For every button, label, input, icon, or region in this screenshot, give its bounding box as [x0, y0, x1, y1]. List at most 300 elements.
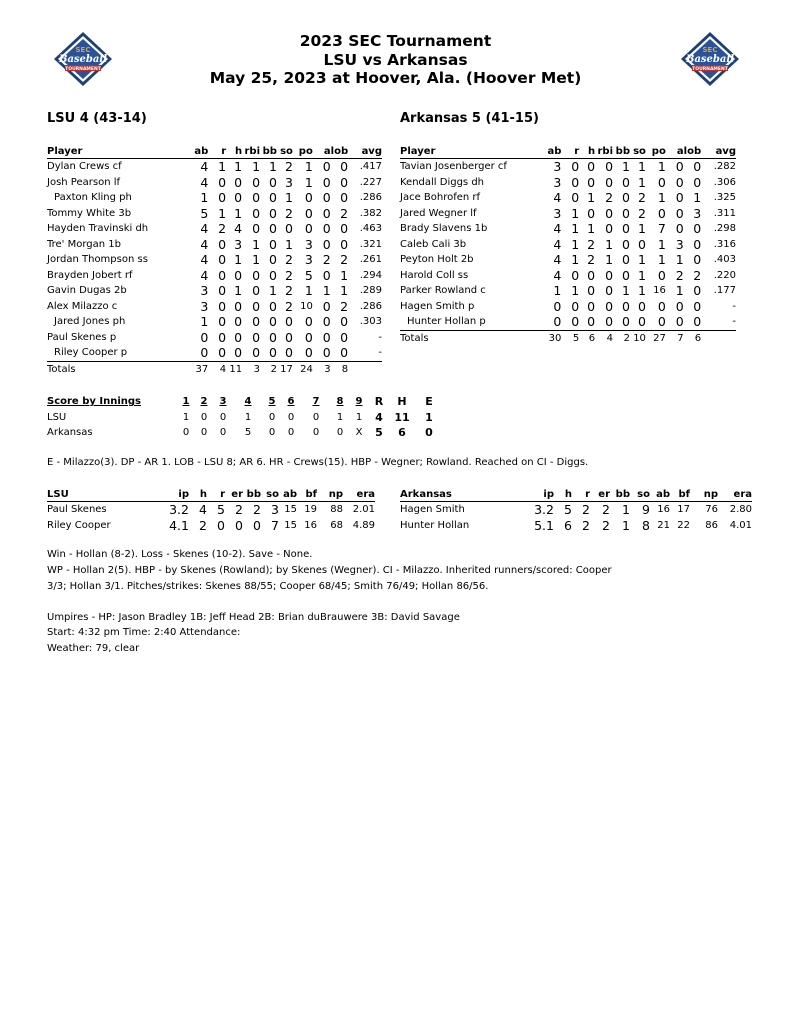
player-name: Tommy White 3b — [47, 207, 132, 219]
col-header-player: Player — [400, 145, 539, 159]
stat-so: 7 — [271, 517, 279, 533]
player-row — [400, 283, 736, 299]
stat-po: 1 — [657, 252, 666, 268]
col-header-er: er — [590, 488, 610, 502]
stat-rbi: 0 — [252, 267, 261, 283]
stat-bb: 0 — [269, 252, 277, 268]
col-header-rbi: rbi — [242, 145, 260, 159]
stat-bb: 2 — [253, 502, 261, 518]
stat-r: 1 — [218, 205, 227, 221]
player-row — [400, 314, 736, 330]
stat-rbi: 1 — [252, 236, 261, 252]
wp-hbp-line-1: WP - Hollan 2(5). HBP - by Skenes (Rowland); by Skenes (Wegner). CI - Milazzo. Inherited runners/scored: Cooper — [47, 565, 612, 576]
pitcher-row — [400, 502, 752, 518]
stat-so: 3 — [284, 174, 293, 190]
stat-lob: 0 — [693, 221, 702, 237]
player-name: Parker Rowland c — [400, 285, 486, 297]
lsu-batting-table — [47, 145, 382, 377]
col-header-r: r — [207, 488, 225, 502]
stat-er: 2 — [602, 502, 610, 518]
stat-ab: 1 — [553, 283, 562, 299]
stat-a: 0 — [322, 267, 331, 283]
player-name: Gavin Dugas 2b — [47, 285, 127, 297]
stat-po: 0 — [304, 205, 313, 221]
stat-lob: 2 — [693, 267, 702, 283]
stat-h: 0 — [226, 345, 242, 361]
stat-ab: 0 — [553, 298, 562, 314]
stat-po: 1 — [304, 283, 313, 299]
stat-avg: .220 — [713, 269, 736, 281]
stat-avg: .403 — [713, 254, 736, 266]
stat-lob: 0 — [340, 314, 349, 330]
stat-a: 3 — [675, 236, 684, 252]
total-bb: 2 — [623, 332, 630, 344]
stat-er: 0 — [235, 517, 243, 533]
total-lob: 6 — [694, 332, 702, 344]
stat-ip: 5.1 — [534, 517, 554, 533]
col-header-r: r — [561, 145, 579, 159]
stat-ab: 3 — [553, 205, 562, 221]
stat-po: 5 — [304, 267, 313, 283]
stat-po: 0 — [646, 314, 666, 330]
stat-bb: 1 — [269, 159, 277, 175]
stat-a: 0 — [675, 174, 684, 190]
col-header-so: so — [630, 488, 650, 502]
total-po: 27 — [653, 332, 666, 344]
inning-score: 0 — [312, 427, 320, 439]
stat-so: 1 — [284, 236, 293, 252]
col-header-bf: bf — [670, 488, 690, 502]
inning-score: 0 — [287, 427, 295, 439]
stat-ip: 4.1 — [169, 517, 189, 533]
stat-a: 1 — [322, 283, 331, 299]
total-rbi: 4 — [606, 332, 614, 344]
stat-ab: 3 — [553, 159, 562, 175]
stat-r: 0 — [218, 190, 227, 206]
player-row — [47, 159, 382, 175]
stat-avg: .289 — [359, 285, 382, 297]
stat-a: 0 — [675, 190, 684, 206]
stat-r: 1 — [571, 205, 580, 221]
stat-po: 3 — [304, 236, 313, 252]
stat-ab: 4 — [200, 221, 209, 237]
stat-ab: 16 — [657, 504, 670, 516]
stat-lob: 0 — [340, 190, 349, 206]
stat-r: 2 — [218, 221, 227, 237]
stat-lob: 1 — [693, 190, 702, 206]
stat-r: 1 — [571, 283, 580, 299]
stat-h: 0 — [587, 174, 596, 190]
pitcher-row — [47, 518, 375, 534]
player-row — [47, 190, 382, 206]
stat-r: 0 — [218, 298, 227, 314]
stat-ab: 21 — [657, 519, 670, 531]
header-matchup: LSU vs Arkansas — [323, 50, 468, 69]
logo-text-top: SEC — [702, 46, 718, 54]
stat-ab: 0 — [539, 314, 561, 330]
stat-so: 3 — [271, 502, 279, 518]
stat-r: 0 — [218, 314, 227, 330]
col-header-np: np — [690, 488, 718, 502]
col-header-h: h — [226, 145, 242, 159]
stat-ab: 4 — [200, 174, 209, 190]
inning-header-1: 1 — [182, 396, 190, 408]
inning-score: 5 — [244, 427, 252, 439]
stat-avg: .303 — [359, 316, 382, 328]
player-row — [400, 299, 736, 315]
stat-ip: 3.2 — [169, 502, 189, 518]
stat-rbi: 0 — [595, 314, 613, 330]
stat-rbi: 0 — [605, 267, 614, 283]
stat-a: 0 — [322, 314, 331, 330]
stat-r: 0 — [218, 329, 227, 345]
inning-score: 0 — [200, 427, 208, 439]
logo-text-mid: Baseball — [686, 54, 734, 65]
stat-so: 0 — [284, 314, 293, 330]
inning-score: 0 — [336, 427, 344, 439]
stat-ab: 3 — [553, 174, 562, 190]
inning-score: 1 — [425, 410, 433, 424]
stat-lob: 0 — [331, 345, 348, 361]
inning-header-h: H — [397, 395, 407, 409]
stat-rbi: 0 — [605, 283, 614, 299]
stat-po: 0 — [304, 190, 313, 206]
decisions: Win - Hollan (8-2). Loss - Skenes (10-2). Save - None. — [47, 549, 313, 560]
stat-avg: .311 — [713, 207, 736, 219]
total-ab: 30 — [548, 332, 562, 344]
stat-so: 8 — [642, 517, 650, 533]
stat-h: 0 — [587, 159, 596, 175]
stat-avg: .298 — [713, 223, 736, 235]
col-header-arkansas: Arkansas — [400, 488, 532, 502]
stat-ab: 0 — [200, 329, 209, 345]
stat-r: 2 — [582, 502, 590, 518]
total-so: 10 — [633, 332, 646, 344]
team-name: Arkansas — [47, 427, 93, 439]
stat-h: 0 — [234, 298, 243, 314]
stat-lob: 1 — [340, 283, 349, 299]
stat-lob: 2 — [340, 252, 349, 268]
stat-bf: 19 — [304, 504, 317, 516]
totals-label: Totals — [400, 332, 429, 344]
stat-so: 9 — [642, 502, 650, 518]
stat-r: 0 — [571, 159, 580, 175]
stat-h: 1 — [234, 159, 243, 175]
lsu-pitching-header — [47, 488, 375, 502]
arkansas-pitching-table — [400, 488, 752, 533]
stat-r: 1 — [218, 159, 227, 175]
total-ab: 37 — [195, 363, 209, 375]
stat-np: 76 — [705, 504, 718, 516]
col-header-avg: avg — [701, 145, 736, 159]
stat-po: 16 — [653, 285, 666, 297]
player-row — [47, 283, 382, 299]
stat-rbi: 0 — [252, 283, 261, 299]
stat-po: 1 — [304, 174, 313, 190]
stat-ab: 3 — [200, 298, 209, 314]
stat-bb: 0 — [269, 190, 277, 206]
stat-h: 1 — [234, 205, 243, 221]
stat-ab: 4 — [200, 236, 209, 252]
stat-avg: .325 — [713, 192, 736, 204]
inning-score: 1 — [336, 411, 344, 423]
stat-rbi: 0 — [252, 174, 261, 190]
stat-a: 0 — [322, 298, 331, 314]
logo-text-bot: TOURNAMENT — [692, 67, 728, 72]
stat-a: 0 — [675, 205, 684, 221]
stat-bb: 0 — [269, 205, 277, 221]
stat-bb: 0 — [622, 252, 630, 268]
stat-avg: .321 — [359, 238, 382, 250]
total-rbi: 3 — [253, 363, 261, 375]
lsu-team-heading: LSU 4 (43-14) — [47, 111, 147, 126]
stat-po: 1 — [657, 236, 666, 252]
stat-so: 2 — [284, 298, 293, 314]
stat-avg: .417 — [359, 161, 382, 173]
stat-rbi: 1 — [252, 252, 261, 268]
inning-score: 5 — [375, 426, 383, 440]
stat-rbi: 0 — [605, 298, 614, 314]
stat-bb: 0 — [622, 190, 630, 206]
player-name: Hagen Smith p — [400, 300, 475, 312]
total-r: 5 — [572, 332, 580, 344]
pitcher-name: Hagen Smith — [400, 504, 465, 516]
player-name: Jordan Thompson ss — [47, 254, 148, 266]
stat-bf: 17 — [677, 504, 690, 516]
total-r: 4 — [219, 363, 227, 375]
stat-bb: 0 — [622, 174, 630, 190]
stat-so: 1 — [637, 267, 646, 283]
team-name: LSU — [47, 411, 67, 423]
player-name: Riley Cooper p — [47, 345, 186, 361]
player-name: Brady Slavens 1b — [400, 223, 488, 235]
innings-row — [47, 410, 443, 426]
total-avg — [348, 361, 382, 377]
stat-rbi: 0 — [605, 205, 614, 221]
stat-rbi: 0 — [252, 205, 261, 221]
inning-header-6: 6 — [287, 396, 295, 408]
stat-a: 2 — [322, 252, 331, 268]
inning-header-2: 2 — [200, 396, 208, 408]
col-header-po: po — [293, 145, 313, 159]
stat-lob: 0 — [693, 252, 702, 268]
stat-rbi: 1 — [605, 252, 614, 268]
stat-ab: 4 — [553, 236, 562, 252]
stat-r: 0 — [571, 298, 580, 314]
stat-a: 0 — [322, 159, 331, 175]
stat-a: 0 — [322, 205, 331, 221]
stat-so: 2 — [284, 267, 293, 283]
stat-ab: 1 — [200, 190, 209, 206]
player-name: Josh Pearson lf — [47, 176, 121, 188]
total-h: 6 — [588, 332, 596, 344]
inning-score: 11 — [394, 410, 410, 424]
stat-ip: 3.2 — [534, 502, 554, 518]
innings-header — [47, 394, 443, 410]
inning-score: 0 — [200, 411, 208, 423]
stat-so: 2 — [284, 252, 293, 268]
player-name: Hayden Travinski dh — [47, 223, 149, 235]
stat-r: 0 — [218, 236, 227, 252]
stat-avg: .463 — [359, 223, 382, 235]
pitcher-name: Hunter Hollan — [400, 519, 470, 531]
stat-r: 0 — [218, 252, 227, 268]
col-header-so: so — [261, 488, 279, 502]
stat-lob: 0 — [340, 174, 349, 190]
stat-rbi: 0 — [252, 221, 261, 237]
stat-so: 0 — [630, 314, 646, 330]
stat-r: 0 — [571, 190, 580, 206]
col-header-avg: avg — [348, 145, 382, 159]
stat-so: 2 — [284, 159, 293, 175]
stat-bb: 1 — [622, 517, 630, 533]
stat-ab: 4 — [553, 252, 562, 268]
innings-title: Score by Innings — [47, 396, 141, 408]
player-row — [47, 252, 382, 268]
player-name: Brayden Jobert rf — [47, 269, 133, 281]
player-row — [400, 237, 736, 253]
stat-po: 0 — [304, 221, 313, 237]
header-tournament: 2023 SEC Tournament — [299, 32, 492, 50]
logo-text-mid: Baseball — [59, 54, 107, 65]
stat-lob: 2 — [340, 298, 349, 314]
col-header-rbi: rbi — [595, 145, 613, 159]
stat-rbi: 0 — [252, 329, 261, 345]
stat-a: 0 — [322, 190, 331, 206]
player-row — [47, 314, 382, 330]
stat-rbi: 1 — [605, 236, 614, 252]
stat-a: 0 — [322, 236, 331, 252]
stat-lob: 3 — [693, 205, 702, 221]
stat-so: 1 — [637, 221, 646, 237]
stat-avg: .382 — [359, 207, 382, 219]
stat-po: 0 — [304, 314, 313, 330]
stat-h: 0 — [234, 267, 243, 283]
col-header-h: h — [189, 488, 207, 502]
stat-h: 4 — [199, 502, 207, 518]
total-a: 7 — [677, 332, 684, 344]
player-row — [47, 221, 382, 237]
stat-bb: 1 — [622, 502, 630, 518]
stat-bb: 0 — [613, 314, 630, 330]
stat-lob: 0 — [693, 298, 702, 314]
col-header-r: r — [572, 488, 590, 502]
stat-rbi: 0 — [605, 174, 614, 190]
stat-ab: 4 — [200, 159, 209, 175]
col-header-ab: ab — [186, 145, 208, 159]
player-name: Jared Jones ph — [54, 316, 126, 328]
stat-h: 6 — [564, 517, 572, 533]
total-a: 3 — [324, 363, 331, 375]
stat-so: 0 — [284, 221, 293, 237]
stat-era: 2.80 — [729, 504, 752, 516]
stat-po: 0 — [657, 298, 666, 314]
player-name: Harold Coll ss — [400, 269, 469, 281]
stat-h: 2 — [199, 517, 207, 533]
player-row — [400, 268, 736, 284]
player-name: Kendall Diggs dh — [400, 176, 485, 188]
player-row — [400, 221, 736, 237]
stat-so: 1 — [637, 283, 646, 299]
col-header-bb: bb — [613, 145, 630, 159]
player-row — [47, 206, 382, 222]
player-row — [400, 159, 736, 175]
player-name: Jared Wegner lf — [400, 207, 477, 219]
stat-lob: 0 — [693, 283, 702, 299]
stat-a: 0 — [322, 174, 331, 190]
stat-bb: 0 — [260, 345, 277, 361]
stat-ab: 4 — [553, 267, 562, 283]
stat-po: 1 — [657, 190, 666, 206]
col-header-bb: bb — [243, 488, 261, 502]
stat-np: 88 — [330, 504, 343, 516]
arkansas-batting-header — [400, 145, 736, 159]
stat-ab: 3 — [200, 283, 209, 299]
stat-h: 0 — [587, 267, 596, 283]
stat-lob: 0 — [340, 221, 349, 237]
stat-era: 2.01 — [352, 504, 375, 516]
stat-ab: 4 — [200, 252, 209, 268]
stat-avg: .227 — [359, 176, 382, 188]
total-lob: 8 — [341, 363, 349, 375]
stat-h: 1 — [587, 221, 596, 237]
col-header-era: era — [343, 488, 375, 502]
stat-avg: - — [732, 300, 736, 312]
stat-a: 0 — [313, 345, 331, 361]
inning-header-r: R — [374, 395, 384, 409]
stat-era: 4.89 — [352, 519, 375, 531]
player-name: Tre' Morgan 1b — [47, 238, 121, 250]
player-name: Dylan Crews cf — [47, 161, 122, 173]
col-header-so: so — [277, 145, 293, 159]
total-h: 11 — [229, 363, 243, 375]
inning-score: 6 — [398, 426, 406, 440]
stat-bb: 0 — [622, 267, 630, 283]
inning-header-7: 7 — [312, 396, 320, 408]
player-row — [400, 206, 736, 222]
stat-h: 0 — [587, 283, 596, 299]
stat-a: 0 — [322, 221, 331, 237]
stat-r: 0 — [218, 283, 227, 299]
col-header-so: so — [630, 145, 646, 159]
inning-header-3: 3 — [219, 396, 227, 408]
col-header-r: r — [208, 145, 226, 159]
stat-r: 0 — [218, 267, 227, 283]
stat-avg: .316 — [713, 238, 736, 250]
player-row — [400, 175, 736, 191]
pitcher-row — [400, 518, 752, 534]
stat-bb: 0 — [622, 236, 630, 252]
stat-avg: .261 — [359, 254, 382, 266]
stat-ab: 5 — [200, 205, 209, 221]
stat-bb: 0 — [269, 329, 277, 345]
arkansas-pitching-header — [400, 488, 752, 502]
inning-score: 0 — [425, 426, 433, 440]
wp-hbp-line-2: 3/3; Hollan 3/1. Pitches/strikes: Skenes 88/55; Cooper 68/45; Smith 76/49; Hollan 86/56. — [47, 581, 489, 592]
inning-header-8: 8 — [336, 396, 344, 408]
stat-po: 1 — [657, 159, 666, 175]
pitcher-name: Paul Skenes — [47, 504, 107, 516]
inning-header-e: E — [425, 395, 433, 409]
stat-rbi: 0 — [605, 221, 614, 237]
stat-a: 0 — [675, 159, 684, 175]
stat-bb: 0 — [269, 314, 277, 330]
player-row — [47, 268, 382, 284]
stat-avg: .286 — [359, 300, 382, 312]
inning-header-9: 9 — [355, 396, 363, 408]
inning-score: 0 — [182, 427, 190, 439]
stat-bb: 0 — [253, 517, 261, 533]
